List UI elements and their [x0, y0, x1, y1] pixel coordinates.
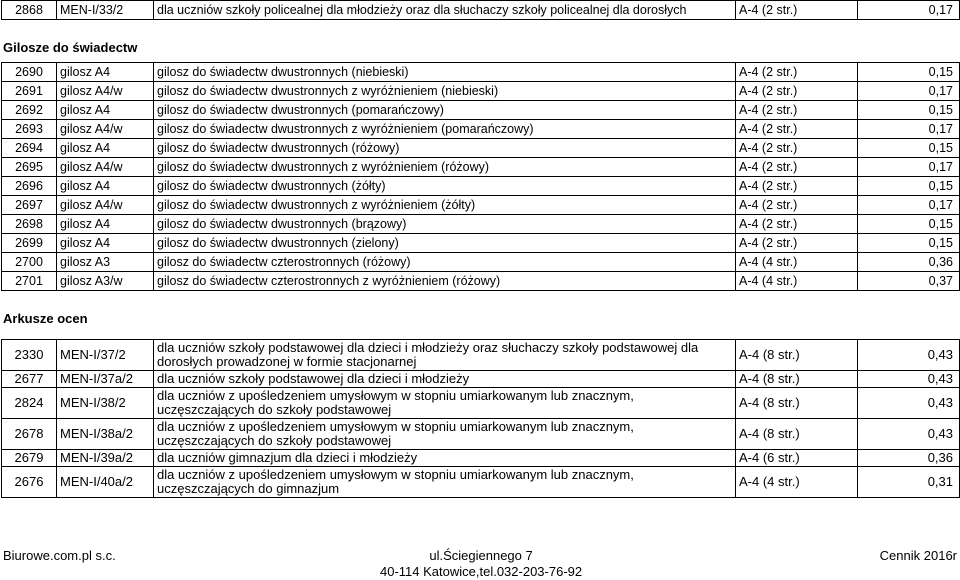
- item-code: MEN-I/33/2: [57, 1, 154, 20]
- item-format: A-4 (2 str.): [736, 1, 858, 20]
- item-description: gilosz do świadectw dwustronnych (zielony): [154, 234, 736, 253]
- item-format: A-4 (2 str.): [736, 82, 858, 101]
- item-format: A-4 (2 str.): [736, 196, 858, 215]
- item-price: 0,15: [858, 139, 960, 158]
- item-description: dla uczniów z upośledzeniem umysłowym w stopniu umiarkowanym lub znacznym, uczęszczających do szkoły podstawowej: [154, 388, 736, 419]
- item-price: 0,15: [858, 234, 960, 253]
- item-number: 2868: [2, 1, 57, 20]
- item-description: dla uczniów szkoły podstawowej dla dzieci i młodzieży: [154, 371, 736, 388]
- table-row: [2, 215, 960, 234]
- item-price: 0,17: [858, 196, 960, 215]
- gilosze-price-table: [1, 62, 960, 291]
- table-row: [2, 234, 960, 253]
- item-code: gilosz A4: [57, 63, 154, 82]
- item-number: 2694: [2, 139, 57, 158]
- item-number: 2330: [2, 340, 57, 371]
- arkusze-price-table: [1, 339, 960, 498]
- table-row: [2, 467, 960, 498]
- section-title-arkusze: Arkusze ocen: [3, 311, 88, 326]
- item-code: gilosz A4: [57, 139, 154, 158]
- item-number: 2700: [2, 253, 57, 272]
- item-price: 0,36: [858, 450, 960, 467]
- item-number: 2696: [2, 177, 57, 196]
- item-code: gilosz A4: [57, 215, 154, 234]
- item-code: gilosz A3: [57, 253, 154, 272]
- item-price: 0,15: [858, 63, 960, 82]
- item-format: A-4 (6 str.): [736, 450, 858, 467]
- item-price: 0,15: [858, 177, 960, 196]
- item-code: gilosz A4: [57, 177, 154, 196]
- item-price: 0,17: [858, 120, 960, 139]
- item-format: A-4 (4 str.): [736, 467, 858, 498]
- footer-address-city-phone: 40-114 Katowice,tel.032-203-76-92: [380, 564, 583, 579]
- item-price: 0,37: [858, 272, 960, 291]
- item-number: 2701: [2, 272, 57, 291]
- item-format: A-4 (2 str.): [736, 234, 858, 253]
- item-code: MEN-I/39a/2: [57, 450, 154, 467]
- item-price: 0,43: [858, 340, 960, 371]
- footer-address: [380, 548, 582, 580]
- item-description: gilosz do świadectw dwustronnych z wyróżnieniem (różowy): [154, 158, 736, 177]
- item-number: 2692: [2, 101, 57, 120]
- item-description: gilosz do świadectw dwustronnych (różowy): [154, 139, 736, 158]
- item-number: 2697: [2, 196, 57, 215]
- item-description: gilosz do świadectw dwustronnych (pomarańczowy): [154, 101, 736, 120]
- item-format: A-4 (8 str.): [736, 371, 858, 388]
- item-code: gilosz A3/w: [57, 272, 154, 291]
- table-row: [2, 196, 960, 215]
- table-row: [2, 101, 960, 120]
- item-description: gilosz do świadectw czterostronnych z wyróżnieniem (różowy): [154, 272, 736, 291]
- item-price: 0,31: [858, 467, 960, 498]
- item-description: dla uczniów szkoły podstawowej dla dzieci i młodzieży oraz słuchaczy szkoły podstawowej dla dorosłych prowadzonej w formie stacjonarnej: [154, 340, 736, 371]
- item-price: 0,43: [858, 371, 960, 388]
- item-code: gilosz A4/w: [57, 120, 154, 139]
- item-format: A-4 (8 str.): [736, 388, 858, 419]
- item-format: A-4 (4 str.): [736, 272, 858, 291]
- item-description: gilosz do świadectw dwustronnych z wyróżnieniem (żółty): [154, 196, 736, 215]
- table-row: [2, 450, 960, 467]
- table-row: [2, 158, 960, 177]
- item-format: A-4 (2 str.): [736, 101, 858, 120]
- table-row: [2, 139, 960, 158]
- table-row: [2, 272, 960, 291]
- item-number: 2824: [2, 388, 57, 419]
- footer-company: Biurowe.com.pl s.c.: [3, 548, 116, 563]
- top-price-table: [1, 0, 960, 20]
- item-description: gilosz do świadectw dwustronnych z wyróżnieniem (pomarańczowy): [154, 120, 736, 139]
- table-row: [2, 177, 960, 196]
- table-row: [2, 371, 960, 388]
- item-number: 2693: [2, 120, 57, 139]
- item-number: 2678: [2, 419, 57, 450]
- item-number: 2691: [2, 82, 57, 101]
- item-format: A-4 (8 str.): [736, 340, 858, 371]
- item-code: gilosz A4: [57, 234, 154, 253]
- item-code: MEN-I/37a/2: [57, 371, 154, 388]
- item-code: gilosz A4/w: [57, 82, 154, 101]
- item-number: 2695: [2, 158, 57, 177]
- item-format: A-4 (2 str.): [736, 120, 858, 139]
- item-code: MEN-I/38a/2: [57, 419, 154, 450]
- section-title-gilosze: Gilosze do świadectw: [3, 40, 138, 55]
- item-price: 0,43: [858, 419, 960, 450]
- item-code: gilosz A4: [57, 101, 154, 120]
- table-row: [2, 120, 960, 139]
- item-code: gilosz A4/w: [57, 196, 154, 215]
- item-price: 0,17: [858, 158, 960, 177]
- item-price: 0,36: [858, 253, 960, 272]
- item-format: A-4 (2 str.): [736, 139, 858, 158]
- item-format: A-4 (4 str.): [736, 253, 858, 272]
- item-number: 2679: [2, 450, 57, 467]
- item-price: 0,17: [858, 82, 960, 101]
- footer-address-street: ul.Ściegiennego 7: [429, 548, 533, 563]
- item-description: dla uczniów gimnazjum dla dzieci i młodzieży: [154, 450, 736, 467]
- table-row: [2, 253, 960, 272]
- item-format: A-4 (2 str.): [736, 177, 858, 196]
- item-description: dla uczniów z upośledzeniem umysłowym w stopniu umiarkowanym lub znacznym, uczęszczających do gimnazjum: [154, 467, 736, 498]
- item-code: MEN-I/37/2: [57, 340, 154, 371]
- item-code: MEN-I/38/2: [57, 388, 154, 419]
- item-price: 0,15: [858, 215, 960, 234]
- item-number: 2676: [2, 467, 57, 498]
- item-format: A-4 (2 str.): [736, 63, 858, 82]
- item-description: dla uczniów szkoły policealnej dla młodzieży oraz dla słuchaczy szkoły policealnej dla dorosłych: [154, 1, 736, 20]
- item-format: A-4 (8 str.): [736, 419, 858, 450]
- table-row: [2, 419, 960, 450]
- item-price: 0,17: [858, 1, 960, 20]
- item-format: A-4 (2 str.): [736, 158, 858, 177]
- item-description: gilosz do świadectw dwustronnych (brązowy): [154, 215, 736, 234]
- table-row: [2, 340, 960, 371]
- table-row: [2, 1, 960, 20]
- item-number: 2699: [2, 234, 57, 253]
- item-description: gilosz do świadectw dwustronnych (niebieski): [154, 63, 736, 82]
- footer-catalog-name: Cennik 2016r: [879, 548, 957, 563]
- item-format: A-4 (2 str.): [736, 215, 858, 234]
- item-description: gilosz do świadectw dwustronnych (żółty): [154, 177, 736, 196]
- item-code: MEN-I/40a/2: [57, 467, 154, 498]
- item-price: 0,43: [858, 388, 960, 419]
- table-row: [2, 388, 960, 419]
- table-row: [2, 63, 960, 82]
- item-number: 2698: [2, 215, 57, 234]
- table-row: [2, 82, 960, 101]
- item-number: 2677: [2, 371, 57, 388]
- item-code: gilosz A4/w: [57, 158, 154, 177]
- item-description: gilosz do świadectw dwustronnych z wyróżnieniem (niebieski): [154, 82, 736, 101]
- item-description: gilosz do świadectw czterostronnych (różowy): [154, 253, 736, 272]
- item-price: 0,15: [858, 101, 960, 120]
- item-number: 2690: [2, 63, 57, 82]
- item-description: dla uczniów z upośledzeniem umysłowym w stopniu umiarkowanym lub znacznym, uczęszczających do szkoły podstawowej: [154, 419, 736, 450]
